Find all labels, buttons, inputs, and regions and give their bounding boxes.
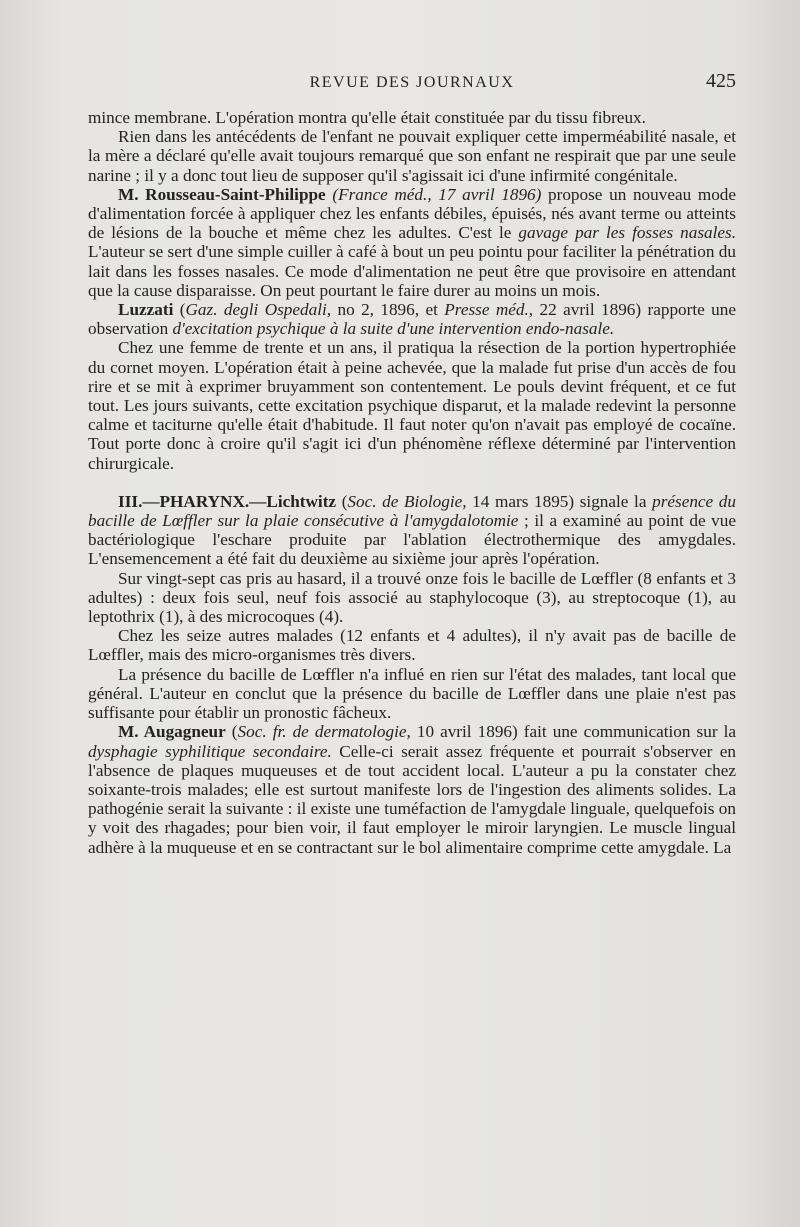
author-name: Lichtwitz — [266, 491, 337, 511]
paragraph-text: L'auteur se sert d'une simple cuiller à café à bout un peu pointu pour faciliter la pénétration du lait dans les fosses nasales. Ce mode d'alimentation ne peut être que provisoire en attendant que la cause disparaisse. On peut pourtant le faire durer au moins un mois. — [88, 242, 736, 300]
citation-text: 22 avril 1896) rapporte une observation — [88, 300, 736, 339]
citation-text: ( — [336, 491, 348, 511]
paragraph-text: Chez les seize autres malades (12 enfants et 4 adultes), il n'y avait pas de bacille de Lœffler, mais des micro-organismes très divers. — [88, 626, 736, 665]
emphasis: gavage par les fosses nasales. — [518, 223, 737, 243]
paragraph-text: La présence du bacille de Lœffler n'a influé en rien sur l'état des malades, tant local que général. L'auteur en conclut que la présence du bacille de Lœffler dans une plaie n'est pas suffisante pour établir un pronostic fâcheux. — [88, 664, 736, 723]
paragraph-pharynx — [88, 492, 736, 569]
paragraph-others — [88, 626, 736, 664]
section-heading: III.—PHARYNX.— — [118, 491, 267, 511]
page-number: 425 — [706, 70, 736, 92]
author-name: M. Augagneur — [118, 722, 226, 742]
paragraph-conclusion — [88, 665, 736, 723]
page-header — [88, 70, 736, 98]
citation-text: ( — [225, 722, 238, 742]
citation: (France méd., 17 avril 1896) — [332, 184, 542, 204]
journal-name: Soc. fr. de dermatologie, — [237, 722, 411, 742]
author-name: Luzzati — [118, 300, 174, 320]
citation-text: ( — [173, 300, 186, 320]
author-name: M. Rousseau-Saint-Philippe — [118, 184, 326, 204]
paragraph-luzzati — [88, 300, 736, 338]
paragraph-text: mince membrane. L'opération montra qu'elle était constituée par du tissu fibreux. — [88, 108, 646, 127]
paragraph-text: propose un nouveau mode d'alimentation forcée à appliquer chez les enfants débiles, épuisés, nés avant terme ou atteints de lésions de la bouche et même chez les adultes. C'est le — [88, 184, 737, 243]
paragraph-text: ; il a examiné au point de vue bactériologique l'eschare produite par l'ablation électrothermique des amygdales. L'ensemencement a été fait du deuxième au sixième jour après l'opération. — [88, 511, 736, 569]
paragraph-text: Celle-ci serait assez fréquente et pourrait s'observer en l'absence de plaques muqueuses et de tout accident local. L'auteur a pu la constater chez soixante-trois malades; elle est surtout manifeste lors de l'ingestion des aliments solides. La pathogénie serait la suivante : il existe une tuméfaction de l'amygdale linguale, quelquefois on y voit des rhagades; pour bien voir, il faut employer le miroir laryngien. Le muscle lingual adhère à la muqueuse et en se contractant sur le bol alimentaire comprime cette amygdale. La — [88, 741, 736, 857]
paragraph-text: Rien dans les antécédents de l'enfant ne pouvait expliquer cette imperméabilité nasale, et la mère a déclaré qu'elle avait toujours remarqué que son enfant ne respirait que par une seule narine ; il y a donc tout lieu de supposer qu'il s'agissait ici d'une infirmité congénitale. — [88, 127, 736, 185]
paragraph-cases — [88, 569, 736, 627]
journal-name: Gaz. degli Ospedali, — [185, 300, 332, 320]
emphasis: dysphagie syphilitique secondaire. — [88, 741, 332, 761]
paragraph-augagneur — [88, 722, 736, 856]
emphasis: présence du bacille de Lœffler sur la plaie consécutive à l'amygdalotomie — [88, 491, 736, 531]
paragraph-rousseau — [88, 185, 736, 300]
running-title: REVUE DES JOURNAUX — [309, 74, 515, 91]
paragraph-continuation — [88, 108, 736, 127]
citation-text: 10 avril 1896) fait une communication sur la — [410, 722, 736, 742]
observation-title: d'excitation psychique à la suite d'une intervention endo-nasale. — [172, 319, 615, 339]
paragraph-antecedents — [88, 127, 736, 185]
journal-name: Presse méd., — [444, 300, 534, 320]
paragraph-text: Chez une femme de trente et un ans, il pratiqua la résection de la portion hypertrophiée du cornet moyen. L'opération était à peine achevée, que la malade fut prise d'un accès de fou rire et se mit à exprimer bruyamment son contentement. Le pouls devint fréquent, et ce fut tout. Les jours suivants, cette excitation psychique disparut, et la malade redevint la personne calme et taciturne qu'elle était d'habitude. Il faut noter qu'on n'avait pas employé de cocaïne. Tout porte donc à croire qu'il s'agit ici d'un phénomène réflexe déterminé par l'intervention chirurgicale. — [88, 338, 736, 473]
journal-name: Soc. de Biologie, — [347, 491, 467, 511]
paragraph-text: Sur vingt-sept cas pris au hasard, il a trouvé onze fois le bacille de Lœffler (8 enfants et 3 adultes) : deux fois seul, neuf fois associé au staphylocoque (3), au streptocoque (1), au leptothrix (1), à des microcoques (4). — [88, 568, 736, 627]
citation-text: no 2, 1896, et — [331, 300, 445, 320]
paragraph-case — [88, 338, 736, 472]
article-body — [88, 108, 736, 857]
citation-text: 14 mars 1895) signale la — [466, 491, 653, 511]
